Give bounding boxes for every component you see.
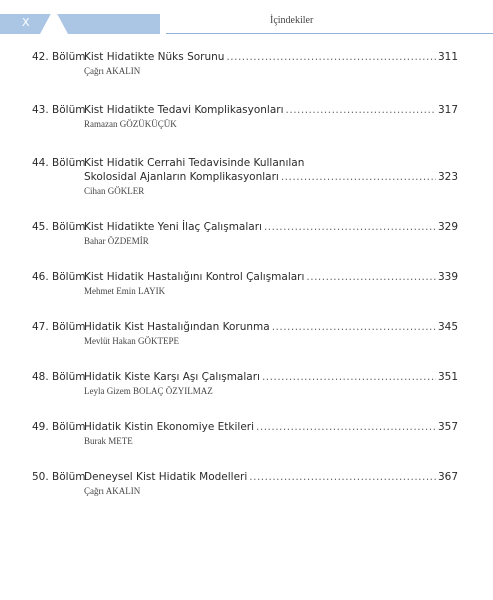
toc-entry-line bbox=[32, 220, 458, 234]
toc-entry[interactable] bbox=[32, 370, 458, 397]
dot-leader bbox=[226, 50, 436, 64]
chapter-author: Ramazan GÖZÜKÜÇÜK bbox=[84, 119, 177, 129]
chapter-title: Hidatik Kiste Karşı Aşı Çalışmaları bbox=[84, 371, 260, 383]
dot-leader bbox=[264, 220, 436, 234]
chapter-title: Kist Hidatikte Nüks Sorunu bbox=[84, 51, 225, 63]
chapter-author: Bahar ÖZDEMİR bbox=[84, 236, 149, 246]
toc-entry-line bbox=[32, 103, 458, 117]
chapter-title: Kist Hidatik Cerrahi Tedavisinde Kullanılan bbox=[84, 157, 305, 169]
toc-entry[interactable] bbox=[32, 320, 458, 347]
page-ref: 367 bbox=[437, 471, 458, 483]
page-ref: 329 bbox=[437, 221, 458, 233]
chapter-title: Kist Hidatikte Yeni İlaç Çalışmaları bbox=[84, 221, 262, 233]
dot-leader bbox=[272, 320, 436, 334]
dot-leader bbox=[306, 270, 436, 284]
toc-entry-line bbox=[32, 170, 458, 184]
chapter-title: Hidatik Kist Hastalığından Korunma bbox=[84, 321, 270, 333]
chapter-number: 44. Bölüm bbox=[32, 157, 86, 169]
chapter-number: 47. Bölüm bbox=[32, 321, 86, 333]
chapter-number: 42. Bölüm bbox=[32, 51, 86, 63]
toc-entry[interactable] bbox=[32, 220, 458, 247]
chapter-number: 48. Bölüm bbox=[32, 371, 86, 383]
chapter-title: Hidatik Kistin Ekonomiye Etkileri bbox=[84, 421, 255, 433]
chapter-author: Leyla Gizem BOLAÇ ÖZYILMAZ bbox=[84, 386, 213, 396]
toc-entry-line bbox=[32, 270, 458, 284]
page-ref: 317 bbox=[437, 104, 458, 116]
page-ref: 351 bbox=[437, 371, 458, 383]
chapter-author: Burak METE bbox=[84, 436, 133, 446]
toc-entry-line bbox=[32, 370, 458, 384]
chapter-author: Mehmet Emin LAYIK bbox=[84, 286, 166, 296]
toc-entry[interactable] bbox=[32, 470, 458, 497]
toc-entry[interactable] bbox=[32, 103, 458, 130]
dot-leader bbox=[262, 370, 436, 384]
chapter-number: 45. Bölüm bbox=[32, 221, 86, 233]
page-ref: 311 bbox=[437, 51, 458, 63]
header-rule bbox=[166, 33, 493, 34]
toc-entry-line bbox=[32, 420, 458, 434]
header-tab-notch bbox=[40, 8, 68, 34]
page-header bbox=[0, 0, 493, 36]
chapter-title: Kist Hidatikte Tedavi Komplikasyonları bbox=[84, 104, 284, 116]
dot-leader bbox=[249, 470, 436, 484]
toc-entry[interactable] bbox=[32, 156, 458, 197]
chapter-number: 46. Bölüm bbox=[32, 271, 86, 283]
toc-entry[interactable] bbox=[32, 50, 458, 77]
dot-leader bbox=[281, 170, 436, 184]
chapter-author: Mevlüt Hakan GÖKTEPE bbox=[84, 336, 179, 346]
chapter-number: 43. Bölüm bbox=[32, 104, 86, 116]
chapter-title: Deneysel Kist Hidatik Modelleri bbox=[84, 471, 248, 483]
toc-entry-line bbox=[32, 320, 458, 334]
chapter-number: 49. Bölüm bbox=[32, 421, 86, 433]
toc-entry-line bbox=[32, 156, 458, 170]
toc-entry[interactable] bbox=[32, 420, 458, 447]
page-ref: 357 bbox=[437, 421, 458, 433]
page-ref: 345 bbox=[437, 321, 458, 333]
page-ref: 339 bbox=[437, 271, 458, 283]
toc-entry[interactable] bbox=[32, 270, 458, 297]
dot-leader bbox=[286, 103, 436, 117]
chapter-author: Çağrı AKALIN bbox=[84, 486, 141, 496]
dot-leader bbox=[256, 420, 436, 434]
chapter-number: 50. Bölüm bbox=[32, 471, 86, 483]
chapter-author: Çağrı AKALIN bbox=[84, 66, 141, 76]
page-ref: 323 bbox=[437, 171, 458, 183]
toc-entry-line bbox=[32, 50, 458, 64]
toc-entry-line bbox=[32, 470, 458, 484]
chapter-title: Kist Hidatik Hastalığını Kontrol Çalışmaları bbox=[84, 271, 305, 283]
page-title: İçindekiler bbox=[270, 15, 314, 26]
page-number: X bbox=[22, 16, 31, 29]
chapter-author: Cihan GÖKLER bbox=[84, 186, 145, 196]
chapter-title: Skolosidal Ajanların Komplikasyonları bbox=[84, 171, 279, 183]
table-of-contents bbox=[32, 50, 458, 497]
